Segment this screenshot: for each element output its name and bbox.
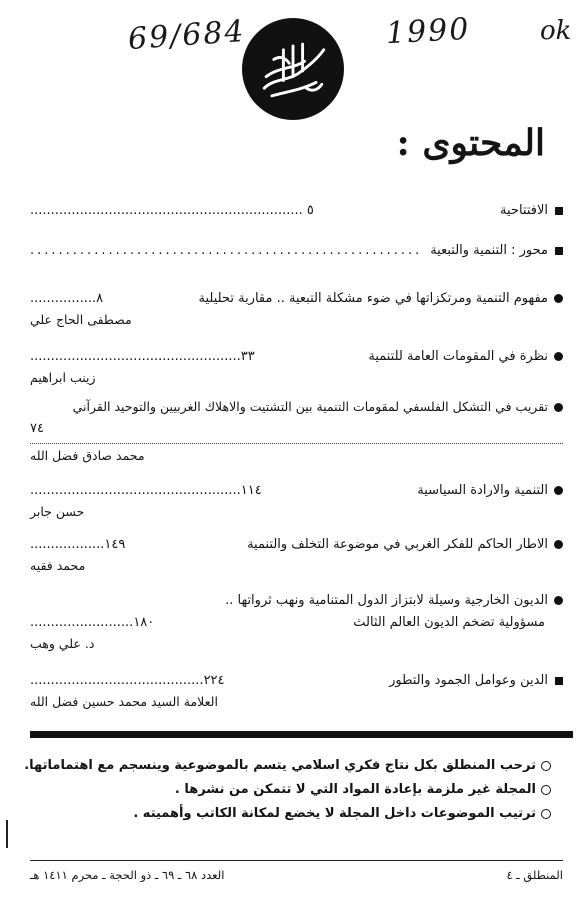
article-title: مفهوم التنمية ومرتكزاتها في ضوء مشكلة التبعية .. مقاربة تحليلية — [198, 291, 548, 306]
circle-bullet-icon — [541, 761, 551, 771]
article-author: زينب ابراهيم — [30, 370, 96, 385]
article-title: التنمية والارادة السياسية — [417, 483, 548, 498]
final-title: الدين وعوامل الجمود والتطور — [389, 673, 548, 688]
toc-opening-label: الافتتاحية — [500, 203, 548, 218]
toc-article-page-row — [30, 418, 563, 440]
round-bullet-icon — [554, 486, 563, 495]
article-title: الاطار الحاكم للفكر الغربي في موضوعة التخلف والتنمية — [247, 537, 548, 552]
article-author: حسن جابر — [30, 504, 85, 519]
note-item — [31, 778, 551, 802]
note-text: ترتيب الموضوعات داخل المجلة لا يخضع لمكانة الكاتب وأهميته . — [133, 806, 536, 821]
round-bullet-icon — [554, 294, 563, 303]
footer-issue-info: العدد ٦٨ ـ ٦٩ ـ ذو الحجة ـ محرم ١٤١١ هـ — [30, 868, 225, 882]
article-title-line2: مسؤولية تضخم الديون العالم الثالث — [353, 615, 545, 630]
toc-article-line2: مسؤولية تضخم الديون العالم الثالث ١٨٠......................... — [30, 615, 545, 630]
square-bullet-icon — [555, 677, 563, 685]
article-title: تقريب في التشكل الفلسفي لمقومات التنمية بين التشتيت والاهلاك الغربيين والتوحيد القرآني — [72, 399, 548, 414]
article-author: محمد صادق فضل الله — [30, 448, 145, 463]
round-bullet-icon — [554, 403, 563, 412]
footer-divider — [30, 860, 563, 861]
final-page: ٢٢٤ — [203, 673, 225, 688]
editorial-notes — [24, 754, 551, 826]
article-author: محمد فقيه — [30, 558, 86, 573]
page-title: المحتوى : — [396, 122, 545, 164]
article-page: ٣٣ — [240, 349, 255, 364]
article-author-row — [30, 446, 563, 466]
final-author: العلامة السيد محمد حسين فضل الله — [30, 694, 218, 709]
article-page: ١٤٩ — [104, 537, 126, 552]
toc-opening: الافتتاحية ٥ .................................................................. — [30, 200, 563, 222]
round-bullet-icon — [554, 352, 563, 361]
note-text: ترحب المنطلق بكل نتاج فكري اسلامي يتسم بالموضوعية وينسجم مع اهتماماتها. — [24, 758, 536, 773]
note-item — [31, 802, 551, 826]
toc-article: نظرة في المقومات العامة للتنمية ٣٣................................................... — [30, 346, 563, 368]
basmala-emblem — [242, 18, 344, 120]
square-bullet-icon — [555, 247, 563, 255]
article-page: ١٨٠ — [133, 615, 155, 630]
round-bullet-icon — [554, 596, 563, 605]
handwritten-ok: ok — [540, 16, 572, 46]
toc-article — [30, 396, 563, 418]
toc-axis: محور : التنمية والتبعية ....................................................... — [30, 240, 563, 262]
page-footer — [30, 868, 563, 886]
article-title: نظرة في المقومات العامة للتنمية — [368, 349, 548, 364]
circle-bullet-icon — [541, 785, 551, 795]
handwritten-code: 69/684 — [126, 13, 247, 58]
article-author-row — [30, 502, 563, 522]
final-author-row — [30, 692, 563, 712]
article-page: ١١٤ — [240, 483, 262, 498]
square-bullet-icon — [555, 207, 563, 215]
article-page: ٨ — [96, 291, 104, 306]
toc-article — [30, 590, 563, 612]
calligraphy-icon — [245, 21, 341, 117]
note-item — [24, 754, 551, 778]
round-bullet-icon — [554, 540, 563, 549]
table-of-contents — [30, 200, 563, 712]
article-author: مصطفى الحاج علي — [30, 312, 132, 327]
article-author-row — [30, 368, 563, 388]
thick-divider — [30, 731, 573, 738]
margin-mark — [6, 820, 8, 848]
article-author-row — [30, 556, 563, 576]
circle-bullet-icon — [541, 809, 551, 819]
toc-axis-label: محور : التنمية والتبعية — [430, 243, 548, 258]
toc-article: التنمية والارادة السياسية ١١٤................................................... — [30, 480, 563, 502]
article-author: د. علي وهب — [30, 636, 95, 651]
note-text: المجلة غير ملزمة بإعادة المواد التي لا تتمكن من نشرها . — [174, 782, 536, 797]
handwritten-year: 1990 — [385, 11, 472, 52]
toc-article: مفهوم التنمية ومرتكزاتها في ضوء مشكلة التبعية .. مقاربة تحليلية ٨................ — [30, 288, 563, 310]
article-author-row — [30, 634, 563, 654]
dotted-divider — [30, 442, 563, 444]
article-page: ٧٤ — [30, 421, 44, 436]
article-author-row — [30, 310, 563, 330]
toc-opening-page: ٥ — [306, 203, 314, 218]
article-title: الديون الخارجية وسيلة لابتزاز الدول المتنامية ونهب ثرواتها .. — [225, 593, 548, 608]
footer-page-label: المنطلق ـ ٤ — [506, 868, 563, 882]
toc-article: الاطار الحاكم للفكر الغربي في موضوعة التخلف والتنمية ١٤٩.................. — [30, 534, 563, 556]
toc-final: الدين وعوامل الجمود والتطور ٢٢٤.......................................... — [30, 670, 563, 692]
